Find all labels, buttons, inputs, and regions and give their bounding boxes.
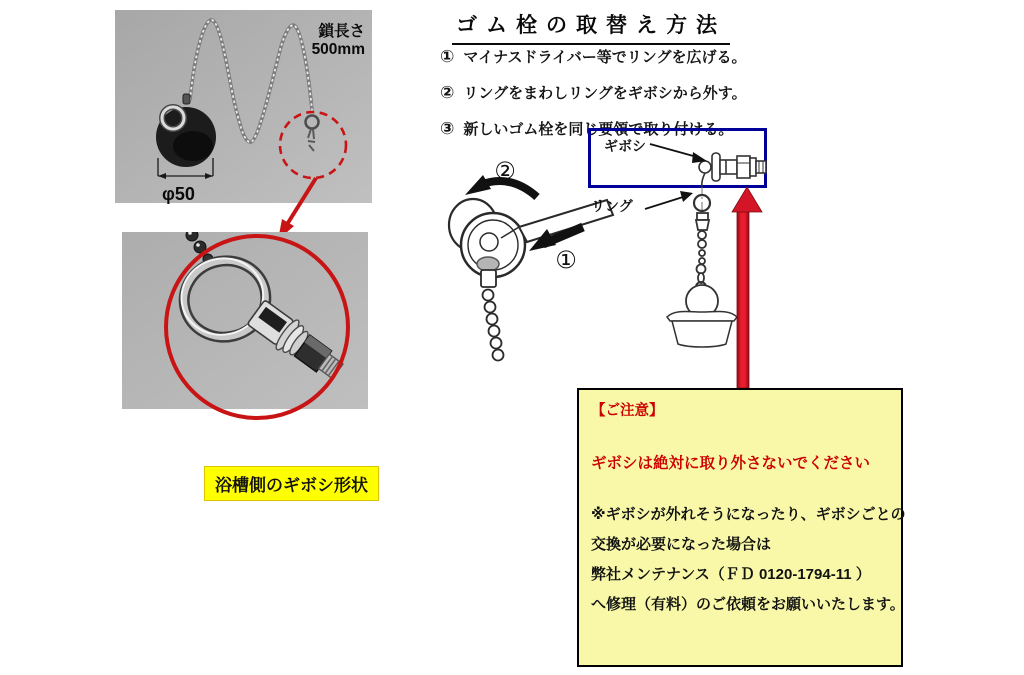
notice-body-line: 弊社メンテナンス（ＦＤ 0120-1794-11 ） — [591, 566, 871, 583]
step-2-marker: ② — [440, 82, 455, 102]
instruction-step-2 — [440, 82, 747, 103]
notice-body — [591, 500, 906, 620]
gibosi-bolt-drawing — [699, 153, 766, 187]
chain-length-label-line1: 鎖長さ — [318, 23, 365, 40]
step-2-text: リングをまわしリングをギボシから外す。 — [463, 85, 747, 102]
step-3-marker: ③ — [440, 118, 455, 138]
page-title: ゴム栓の取替え方法 — [452, 9, 730, 45]
diagram-step1-marker: ① — [555, 247, 577, 274]
notice-body-line: へ修理（有料）のご依頼をお願いいたします。 — [591, 596, 905, 613]
step-1-text: マイナスドライバー等でリングを広げる。 — [463, 49, 747, 66]
ring-pivot — [480, 233, 498, 251]
notice-warning: ギボシは絶対に取り外さないでください — [591, 455, 871, 472]
gibosi-closeup-photo — [122, 232, 368, 409]
notice-heading: 【ご注意】 — [591, 403, 664, 419]
chain-beads — [483, 290, 504, 361]
notice-body-line: ※ギボシが外れそうになったり、ギボシごとの — [591, 506, 906, 523]
gibosi-label: ギボシ — [604, 138, 646, 154]
part-diagram — [585, 125, 785, 395]
chain-connector — [481, 270, 496, 287]
ring-label: リング — [591, 198, 633, 214]
red-up-arrow — [732, 187, 762, 388]
ring-chain-plug-drawing — [667, 195, 737, 347]
label-arrows — [645, 144, 707, 209]
notice-body-line: 交換が必要になった場合は — [591, 536, 772, 553]
diameter-label: φ50 — [162, 184, 195, 204]
caution-notice-box — [577, 388, 906, 667]
instruction-step-1 — [440, 46, 746, 67]
diagram-step2-marker: ② — [494, 158, 516, 185]
plug-chain-photo — [115, 10, 372, 203]
step-3-text: 新しいゴム栓を同じ要領で取り付ける。 — [463, 121, 734, 138]
turn-arrow-head — [465, 175, 491, 195]
shackle — [477, 257, 499, 271]
chain-length-label-line2: 500mm — [311, 41, 365, 58]
photo-caption-highlight: 浴槽側のギボシ形状 — [204, 466, 379, 501]
step-1-marker: ① — [440, 46, 455, 66]
